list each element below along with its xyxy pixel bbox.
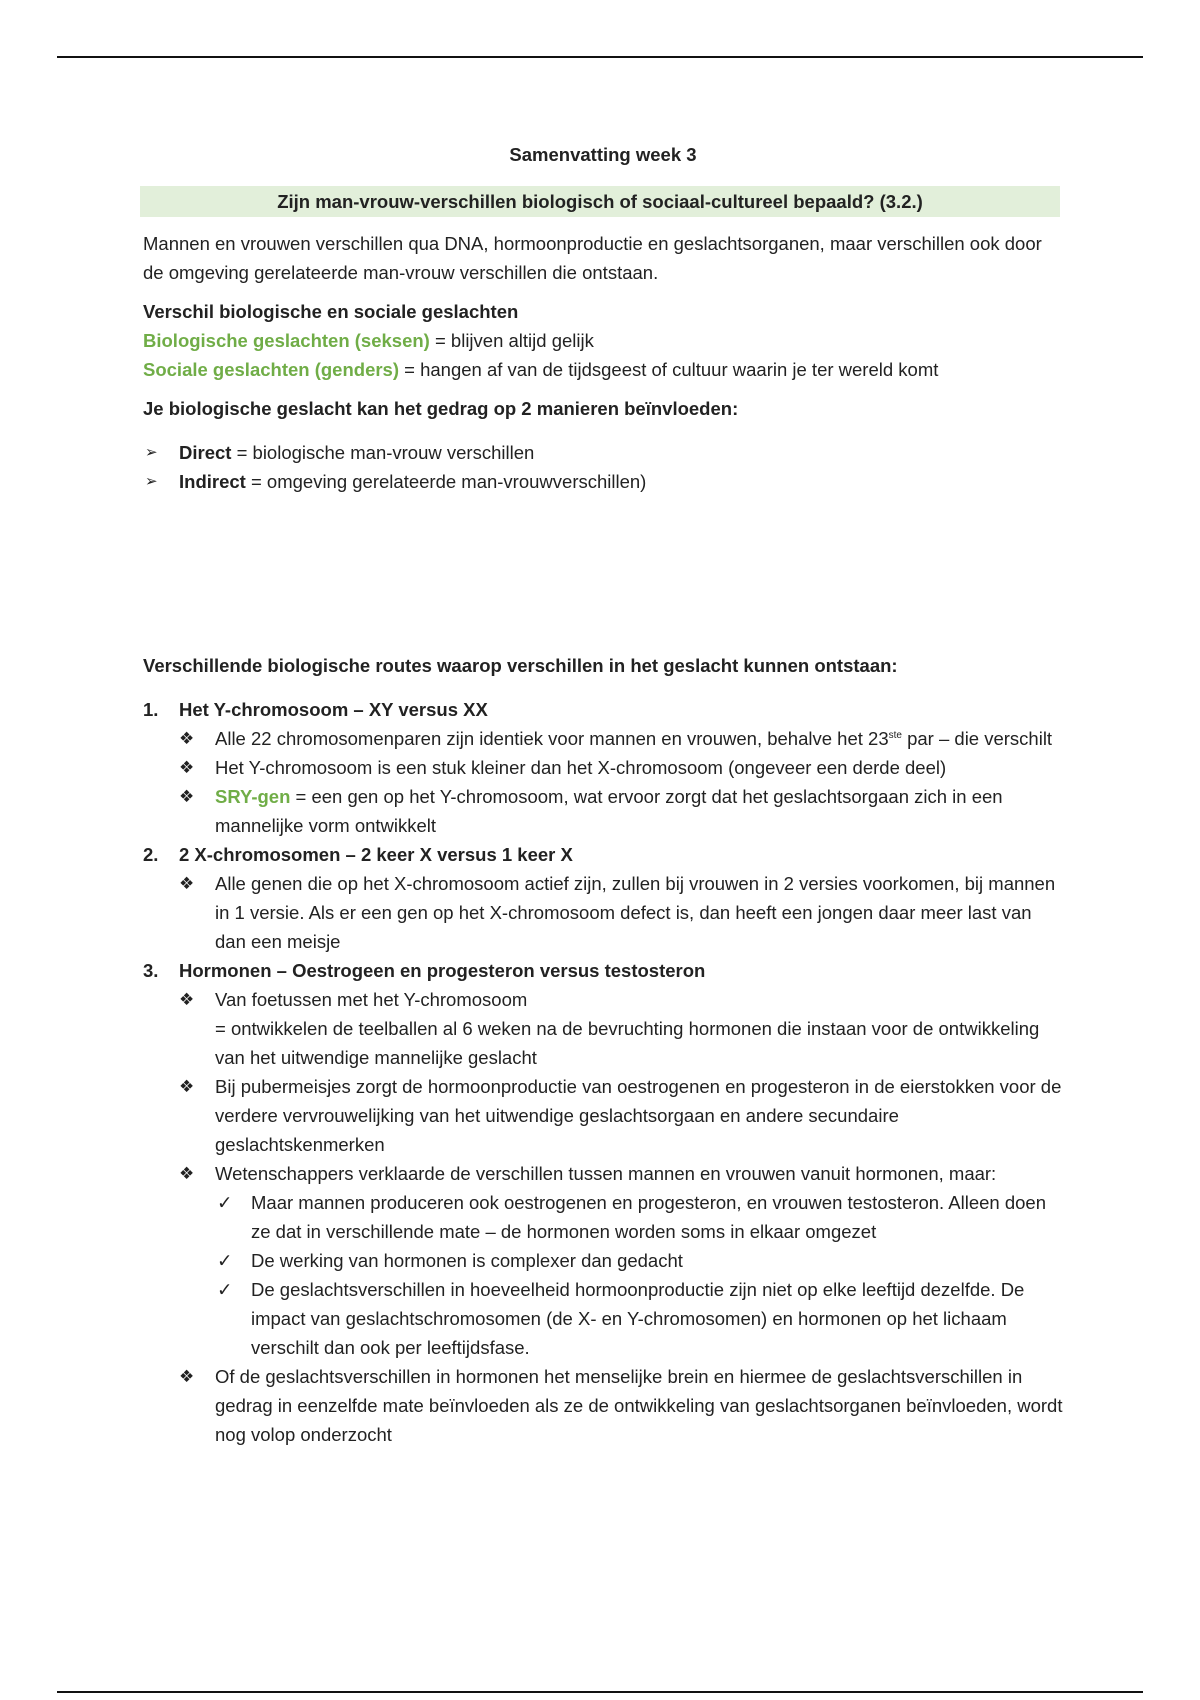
gedrag-term: Indirect (179, 471, 246, 492)
arrow-bullet-icon: ➢ (145, 444, 158, 461)
bullet-text: = een gen op het Y-chromosoom, wat ervoor zorgt dat het geslachtsorgaan zich in een mannelijke vorm ontwikkelt (215, 786, 1003, 836)
route-item (143, 956, 1063, 1449)
soc-definition (143, 355, 1063, 384)
list-item (179, 1362, 1063, 1449)
bullet-text: Het Y-chromosoom is een stuk kleiner dan het X-chromosoom (ongeveer een derde deel) (215, 757, 947, 778)
check-list (215, 1188, 1063, 1362)
bullet-text: par – die verschilt (901, 728, 1053, 749)
gedrag-heading: Je biologische geslacht kan het gedrag op 2 manieren beïnvloeden: (143, 398, 739, 419)
checkmark-icon: ✓ (217, 1192, 233, 1213)
checkmark-icon: ✓ (217, 1250, 233, 1271)
check-text: De werking van hormonen is complexer dan gedacht (251, 1250, 683, 1271)
bullet-text: Alle 22 chromosomenparen zijn identiek voor mannen en vrouwen, behalve het 23 (215, 728, 889, 749)
bullet-text: Van foetussen met het Y-chromosoom (215, 989, 528, 1010)
diamond-bullet-icon: ❖ (179, 1164, 195, 1183)
route-bullets (179, 985, 1063, 1449)
arrow-bullet-icon: ➢ (145, 473, 158, 490)
route-title: 2 X-chromosomen – 2 keer X versus 1 keer X (179, 844, 573, 865)
soc-def: = hangen af van de tijdsgeest of cultuur waarin je ter wereld komt (399, 359, 939, 380)
list-item (179, 724, 1063, 753)
bullet-text: Of de geslachtsverschillen in hormonen het menselijke brein en hiermee de geslachtsverschillen in gedrag in eenzelfde mate beïnvloeden als ze de ontwikkeling van geslachtsorganen beïnvloeden, wordt nog volop onderzocht (215, 1366, 1063, 1445)
diamond-bullet-icon: ❖ (179, 1077, 195, 1096)
sry-term: SRY-gen (215, 786, 291, 807)
bullet-text: Alle genen die op het X-chromosoom actief zijn, zullen bij vrouwen in 2 versies voorkomen, bij mannen in 1 versie. Als er een gen op het X-chromosoom defect is, dan heeft een jongen daar meer last van dan een meisje (215, 873, 1056, 952)
list-item (143, 438, 1063, 467)
bullet-text: Bij pubermeisjes zorgt de hormoonproductie van oestrogenen en progesteron in de eierstokken voor de verdere vervrouwelijking van het uitwendige geslachtsorgaan en andere secundaire geslachtskenmerken (215, 1076, 1062, 1155)
list-item (179, 985, 1063, 1072)
soc-term: Sociale geslachten (genders) (143, 359, 400, 380)
list-item (215, 1275, 1063, 1362)
gedrag-def: = omgeving gerelateerde man-vrouwverschillen) (245, 471, 647, 492)
diamond-bullet-icon: ❖ (179, 758, 195, 777)
list-item (179, 1072, 1063, 1159)
list-item (179, 753, 1063, 782)
diamond-bullet-icon: ❖ (179, 729, 195, 748)
route-number: 1. (143, 699, 159, 720)
verschil-heading: Verschil biologische en sociale geslachten (143, 301, 519, 322)
superscript: ste (888, 729, 902, 741)
list-item (215, 1188, 1063, 1246)
route-item (143, 840, 1063, 956)
routes-heading: Verschillende biologische routes waarop verschillen in het geslacht kunnen ontstaan: (143, 655, 898, 676)
routes-list (143, 695, 1063, 1449)
check-text: De geslachtsverschillen in hoeveelheid hormoonproductie zijn niet op elke leeftijd dezelfde. De impact van geslachtschromosomen (de X- en Y-chromosomen) en hormonen op het lichaam verschilt dan ook per leeftijdsfase. (251, 1279, 1025, 1358)
list-item (143, 467, 1063, 496)
gedrag-term: Direct (179, 442, 232, 463)
header-rule (57, 56, 1143, 58)
bullet-text: = ontwikkelen de teelballen al 6 weken na de bevruchting hormonen die instaan voor de ontwikkeling van het uitwendige mannelijke geslacht (215, 1018, 1040, 1068)
intro-paragraph: Mannen en vrouwen verschillen qua DNA, hormoonproductie en geslachtsorganen, maar verschillen ook door de omgeving gerelateerde man-vrouw verschillen die ontstaan. (143, 233, 1042, 283)
diamond-bullet-icon: ❖ (179, 990, 195, 1009)
diamond-bullet-icon: ❖ (179, 1367, 195, 1386)
diamond-bullet-icon: ❖ (179, 874, 195, 893)
list-item (179, 782, 1063, 840)
gedrag-def: = biologische man-vrouw verschillen (231, 442, 535, 463)
gedrag-list (143, 438, 1063, 496)
route-title: Het Y-chromosoom – XY versus XX (179, 699, 488, 720)
list-item (179, 869, 1063, 956)
bio-def: = blijven altijd gelijk (429, 330, 594, 351)
diamond-bullet-icon: ❖ (179, 787, 195, 806)
bullet-text: Wetenschappers verklaarde de verschillen tussen mannen en vrouwen vanuit hormonen, maar: (215, 1163, 997, 1184)
route-item (143, 695, 1063, 840)
list-item (215, 1246, 1063, 1275)
document-page (143, 140, 1063, 1449)
route-title: Hormonen – Oestrogeen en progesteron versus testosteron (179, 960, 706, 981)
bio-definition (143, 326, 1063, 355)
footer-rule (57, 1691, 1143, 1693)
bio-term: Biologische geslachten (seksen) (143, 330, 430, 351)
list-item (179, 1159, 1063, 1362)
route-bullets (179, 869, 1063, 956)
route-number: 2. (143, 844, 159, 865)
section-heading: Zijn man-vrouw-verschillen biologisch of sociaal-cultureel bepaald? (3.2.) (140, 186, 1060, 217)
route-number: 3. (143, 960, 159, 981)
document-title: Samenvatting week 3 (509, 144, 697, 165)
route-bullets (179, 724, 1063, 840)
check-text: Maar mannen produceren ook oestrogenen en progesteron, en vrouwen testosteron. Alleen doen ze dat in verschillende mate – de hormonen worden soms in elkaar omgezet (251, 1192, 1047, 1242)
checkmark-icon: ✓ (217, 1279, 233, 1300)
